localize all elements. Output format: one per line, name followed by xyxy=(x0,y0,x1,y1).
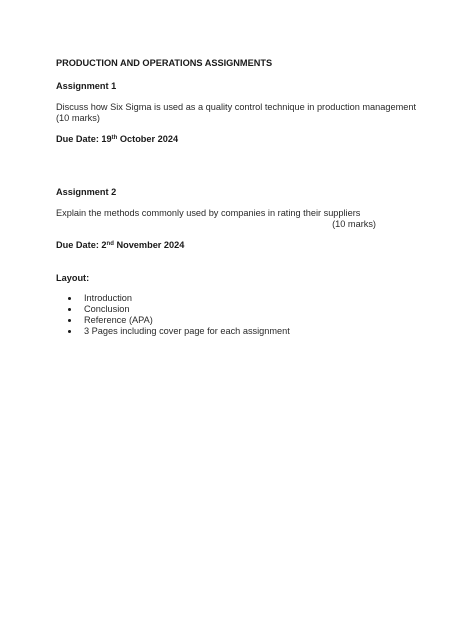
assignment-2-due-prefix: Due Date: 2 xyxy=(56,240,107,250)
assignment-2-text: Explain the methods commonly used by companies in rating their suppliers xyxy=(56,208,361,218)
layout-list xyxy=(56,293,290,337)
list-item: Reference (APA) xyxy=(56,315,290,326)
assignment-1-text: Discuss how Six Sigma is used as a quality control technique in production management xyxy=(56,102,417,112)
assignment-2-heading: Assignment 2 xyxy=(56,187,117,197)
assignment-2-due-suffix: November 2024 xyxy=(113,240,185,250)
document-title: PRODUCTION AND OPERATIONS ASSIGNMENTS xyxy=(56,58,273,68)
assignment-1-due-suffix: October 2024 xyxy=(117,134,179,144)
bullet-icon xyxy=(68,308,71,311)
layout-heading: Layout: xyxy=(56,273,90,283)
assignment-1-marks: (10 marks) xyxy=(56,113,100,123)
list-item: 3 Pages including cover page for each assignment xyxy=(56,326,290,337)
assignment-1-heading: Assignment 1 xyxy=(56,81,117,91)
list-item: Introduction xyxy=(56,293,290,304)
assignment-2-due-date xyxy=(56,240,184,251)
bullet-icon xyxy=(68,319,71,322)
bullet-icon xyxy=(68,330,71,333)
assignment-1-due-sup: th xyxy=(111,135,118,141)
assignment-1-due-date xyxy=(56,134,178,145)
assignment-2-marks: (10 marks) xyxy=(332,219,376,229)
assignment-2-due-sup: nd xyxy=(106,241,114,247)
assignment-1-due-prefix: Due Date: 19 xyxy=(56,134,112,144)
bullet-icon xyxy=(68,297,71,300)
list-item: Conclusion xyxy=(56,304,290,315)
